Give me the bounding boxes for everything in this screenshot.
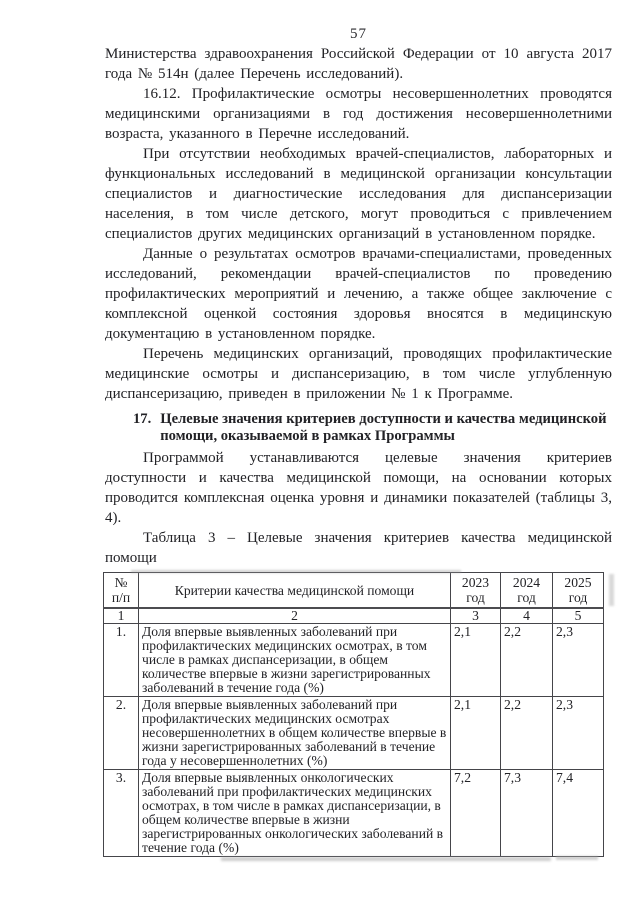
section-title: Целевые значения критериев доступности и качества медицинской помощи, оказываемой в рамках Программы: [160, 411, 607, 444]
header-cell-num: [104, 573, 139, 609]
row-number: 3.: [104, 770, 139, 857]
header-year-word: год: [568, 590, 588, 605]
paragraph-exam-results: Данные о результатах осмотров врачами-специалистами, проведенных исследований, рекомендации врачей-специалистов по проведению профилактических мероприятий и лечению, а также общее заключение с комплексной оценкой состояния здоровья вносятся в медицинскую документацию в установленном порядке.: [105, 246, 612, 342]
paragraph-org-list: Перечень медицинских организаций, проводящих профилактические медицинские осмотры и диспансеризацию, в том числе углубленную диспансеризацию, приведен в приложении № 1 к Программе.: [105, 346, 612, 402]
value-2023: 2,1: [451, 624, 501, 697]
header-num-top: №: [114, 575, 128, 590]
header-year-2024: 2024: [512, 575, 541, 590]
table-caption: Таблица 3 – Целевые значения критериев качества медицинской помощи: [105, 530, 612, 566]
value-2024: 2,2: [501, 697, 553, 770]
section-number: 17.: [133, 411, 152, 427]
row-criteria: Доля впервые выявленных заболеваний при профилактических медицинских осмотрах, в том числе в рамках диспансеризации, в общем количестве впервые в жизни зарегистрированных заболеваний в течение года (%): [139, 624, 451, 697]
header-cell-2023: [451, 573, 501, 609]
table-row-3: [104, 770, 604, 857]
value-2023: 2,1: [451, 697, 501, 770]
header-year-2023: 2023: [461, 575, 490, 590]
scan-artifact-right: [609, 574, 614, 606]
section-heading-17: [105, 411, 612, 444]
header-cell-2024: [501, 573, 553, 609]
paragraph-ministry-reference: Министерства здравоохранения Российской Федерации от 10 августа 2017 года № 514н (далее Перечень исследований).: [105, 46, 612, 82]
value-2023: 7,2: [451, 770, 501, 857]
value-2025: 2,3: [553, 624, 604, 697]
header-cell-2025: [553, 573, 604, 609]
value-2024: 7,3: [501, 770, 553, 857]
column-numbers-row: [104, 608, 604, 624]
paragraph-program-targets: Программой устанавливаются целевые значения критериев доступности и качества медицинской помощи, на основании которых проводится комплексная оценка уровня и динамики показателей (таблицы 3, 4).: [105, 450, 612, 526]
header-num-bottom: п/п: [111, 590, 131, 605]
row-number: 2.: [104, 697, 139, 770]
header-year-word: год: [466, 590, 485, 605]
value-2024: 2,2: [501, 624, 553, 697]
value-2025: 2,3: [553, 697, 604, 770]
table-3-wrapper: [103, 572, 612, 857]
column-number-cell: 2: [139, 608, 451, 624]
page-number: 57: [350, 26, 367, 42]
header-cell-criteria: Критерии качества медицинской помощи: [139, 573, 451, 609]
row-criteria: Доля впервые выявленных заболеваний при профилактических медицинских осмотрах несовершеннолетних в общем количестве впервые в жизни зарегистрированных заболеваний в течение года у несовершеннолетних (%): [139, 697, 451, 770]
column-number-cell: 3: [451, 608, 501, 624]
value-2025: 7,4: [553, 770, 604, 857]
column-number-cell: 1: [104, 608, 139, 624]
paragraph-specialists-absence: При отсутствии необходимых врачей-специалистов, лабораторных и функциональных исследований в медицинской организации консультации специалистов и диагностические исследования для диспансеризации населения, в том числе детского, могут проводиться с привлечением специалистов других медицинских организаций в установленном порядке.: [105, 146, 612, 242]
header-year-2025: 2025: [564, 575, 592, 590]
document-body: [105, 44, 612, 857]
column-number-cell: 5: [553, 608, 604, 624]
table-header-row: [104, 573, 604, 609]
scan-artifact-bottom: [221, 857, 551, 861]
table-row-2: [104, 697, 604, 770]
paragraph-16-12: 16.12. Профилактические осмотры несовершеннолетних проводятся медицинскими организациями в год достижения несовершеннолетними возраста, указанного в Перечне исследований.: [105, 86, 612, 142]
column-number-cell: 4: [501, 608, 553, 624]
table-row-1: [104, 624, 604, 697]
row-criteria: Доля впервые выявленных онкологических заболеваний при профилактических медицинских осмотрах, в том числе в рамках диспансеризации, в общем количестве впервые в жизни зарегистрированных онкологических заболеваний в течение года (%): [139, 770, 451, 857]
row-number: 1.: [104, 624, 139, 697]
quality-criteria-table: [103, 572, 604, 857]
header-year-word: год: [517, 590, 536, 605]
